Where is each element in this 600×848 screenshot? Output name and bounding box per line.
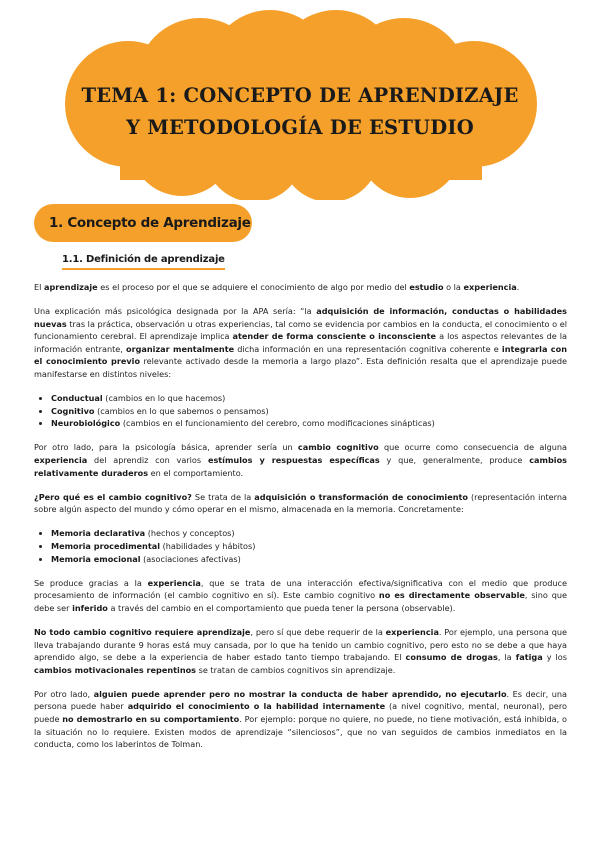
list-item: • Cognitivo (cambios en lo que sabemos o pensamos)	[51, 405, 567, 418]
list-item: • Memoria procedimental (habilidades y hábitos)	[51, 540, 567, 553]
memory-list	[34, 527, 567, 565]
paragraph-not-all-change: No todo cambio cognitivo requiere aprendizaje, pero sí que debe requerir de la experiencia. Por ejemplo, una persona que lleva trabajando durante 9 horas está muy cansada, por lo que ha tenido un cambio cognitivo, pero esto no se debe a que haya aprendido algo, se debe a la experiencia de haber estado tanto tiempo trabajando. El consumo de drogas, la fatiga y los cambios motivacionales repentinos se tratan de cambios cognitivos sin aprendizaje.	[34, 626, 568, 675]
list-item: • Memoria emocional (asociaciones afectivas)	[51, 553, 567, 566]
subsection-heading: 1.1. Definición de aprendizaje	[62, 254, 225, 270]
paragraph-experience: Se produce gracias a la experiencia, que se trata de una interacción efectiva/significativa con el medio que produce procesamiento de información (el cambio cognitivo en sí). Este cambio cognitivo no es directamente observable, sino que debe ser inferido a través del cambio en el comportamiento que pueda tener la persona (observable).	[34, 577, 567, 613]
paragraph-question: ¿Pero qué es el cambio cognitivo? Se trata de la adquisición o transformación de conocimiento (representación interna sobre algún aspecto del mundo y cómo operar en el mismo, almacenada en la memoria. Concretamente:	[34, 491, 567, 515]
paragraph-definition: El aprendizaje es el proceso por el que se adquiere el conocimiento de algo por medio del estudio o la experiencia.	[34, 282, 520, 292]
list-item: • Neurobiológico (cambios en el funcionamiento del cerebro, como modificaciones sinápticas)	[51, 417, 567, 430]
levels-list	[34, 392, 567, 430]
list-item: • Memoria declarativa (hechos y conceptos)	[51, 527, 567, 540]
paragraph-latent-learning: Por otro lado, alguien puede aprender pero no mostrar la conducta de haber aprendido, no ejecutarlo. Es decir, una persona puede haber adquirido el conocimiento o la habilidad internamente (a nivel cognitivo, mental, neuronal), pero puede no demostrarlo en su comportamiento. Por ejemplo: porque no quiere, no puede, no tiene motivación, está inhibida, o la situación no lo requiere. Existen modos de aprendizaje “silenciosos”, que no van seguidos de cambios inmediatos en la conducta, como los laberintos de Tolman.	[34, 688, 568, 750]
document-body	[34, 281, 567, 762]
title-banner	[0, 0, 600, 200]
document-title-line-1: TEMA 1: CONCEPTO DE APRENDIZAJE	[81, 84, 519, 107]
list-item: • Conductual (cambios en lo que hacemos)	[51, 392, 567, 405]
paragraph-cognitive-change: Por otro lado, para la psicología básica, aprender sería un cambio cognitivo que ocurre como consecuencia de alguna experiencia del aprendiz con varios estímulos y respuestas específicas y que, generalmente, produce cambios relativamente duraderos en el comportamiento.	[34, 442, 567, 478]
paragraph-apa: Una explicación más psicológica designada por la APA sería: “la adquisición de información, conductas o habilidades nuevas tras la práctica, observación u otras experiencias, tal como se evidencia por cambios en la conducta, el conocimiento o el funcionamiento cerebral. El aprendizaje implica atender de forma consciente o inconsciente a los aspectos relevantes de la información entrante, organizar mentalmente dicha información en una representación cognitiva coherente e integrarla con el conocimiento previo relevante activado desde la memoria a largo plazo”. Esta definición resalta que el aprendizaje puede manifestarse en distintos niveles:	[34, 306, 568, 380]
section-heading: 1. Concepto de Aprendizaje	[34, 204, 252, 242]
document-title-line-2: Y METODOLOGÍA DE ESTUDIO	[126, 116, 474, 139]
